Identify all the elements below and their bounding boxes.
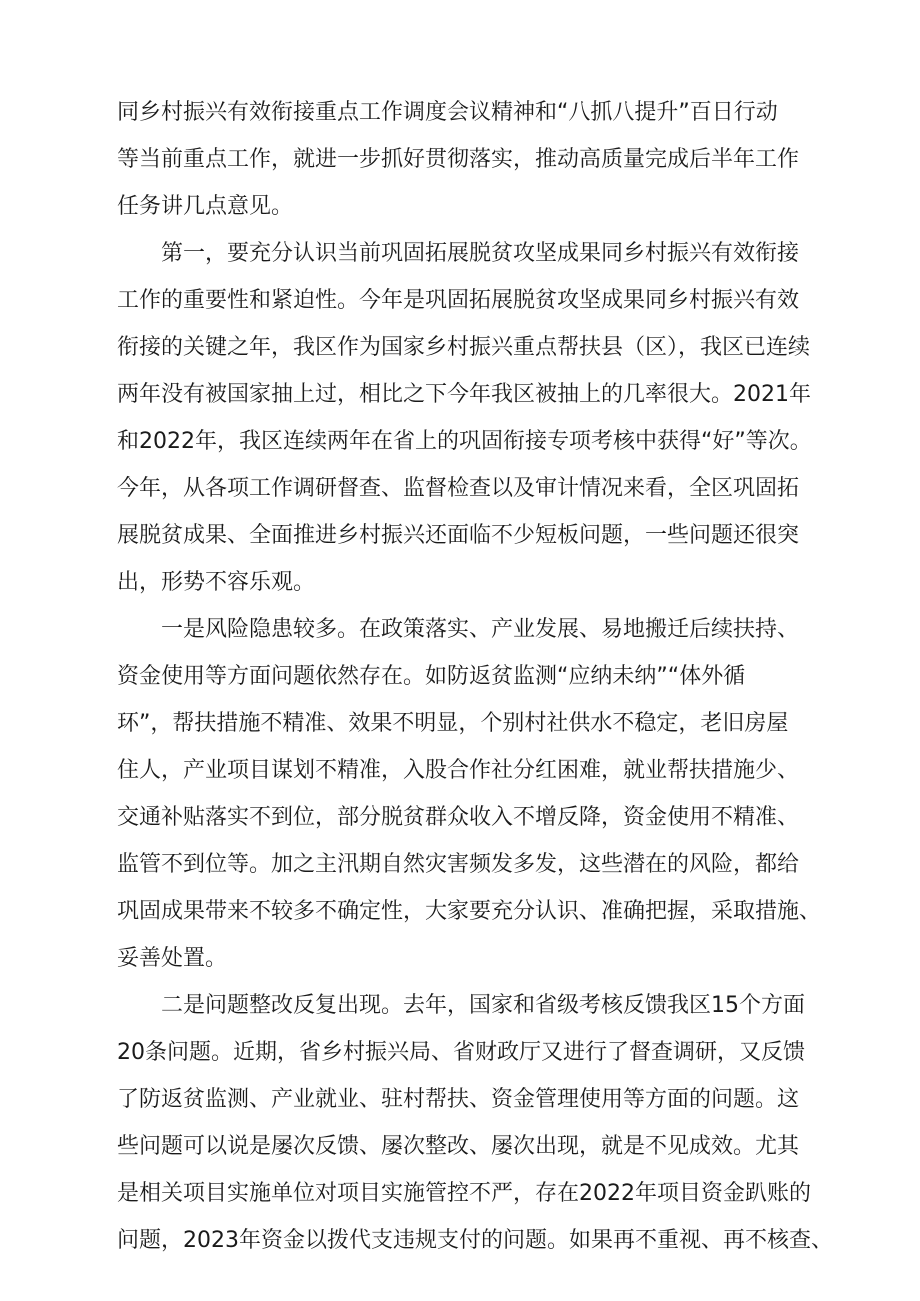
text-line: 衔接的关键之年，我区作为国家乡村振兴重点帮扶县（区），我区已连续 — [117, 335, 811, 360]
text-line: 今年，从各项工作调研督查、监督检查以及审计情况来看，全区巩固拓 — [117, 476, 800, 501]
text-line: 交通补贴落实不到位，部分脱贫群众收入不增反降，资金使用不精准、 — [117, 805, 800, 830]
text-line: 是相关项目实施单位对项目实施管控不严，存在2022年项目资金趴账的 — [117, 1181, 811, 1206]
text-line: 展脱贫成果、全面推进乡村振兴还面临不少短板问题，一些问题还很突 — [117, 523, 800, 548]
text-line: 同乡村振兴有效衔接重点工作调度会议精神和“八抓八提升”百日行动 — [117, 100, 778, 125]
text-line: 环”，帮扶措施不精准、效果不明显，个别村社供水不稳定，老旧房屋 — [117, 711, 789, 736]
text-line: 住人，产业项目谋划不精准，入股合作社分红困难，就业帮扶措施少、 — [117, 758, 800, 783]
text-line: 等当前重点工作，就进一步抓好贯彻落实，推动高质量完成后半年工作 — [117, 147, 800, 172]
text-line: 出，形势不容乐观。 — [117, 570, 316, 595]
paragraph-first-line: 二是问题整改反复出现。去年，国家和省级考核反馈我区15个方面 — [161, 993, 805, 1018]
paragraph-first-line: 第一，要充分认识当前巩固拓展脱贫攻坚成果同乡村振兴有效衔接 — [161, 241, 800, 266]
text-line: 资金使用等方面问题依然存在。如防返贫监测“应纳未纳”“体外循 — [117, 664, 746, 689]
text-line: 了防返贫监测、产业就业、驻村帮扶、资金管理使用等方面的问题。这 — [117, 1087, 800, 1112]
text-line: 20条问题。近期，省乡村振兴局、省财政厅又进行了督查调研，又反馈 — [117, 1040, 805, 1065]
paragraph-first-line: 一是风险隐患较多。在政策落实、产业发展、易地搬迁后续扶持、 — [161, 617, 800, 642]
text-line: 工作的重要性和紧迫性。今年是巩固拓展脱贫攻坚成果同乡村振兴有效 — [117, 288, 800, 313]
text-line: 问题，2023年资金以拨代支违规支付的问题。如果再不重视、再不核查、 — [117, 1228, 833, 1253]
text-line: 巩固成果带来不较多不确定性，大家要充分认识、准确把握，采取措施、 — [117, 899, 822, 924]
text-line: 些问题可以说是屡次反馈、屡次整改、屡次出现，就是不见成效。尤其 — [117, 1134, 800, 1159]
text-line: 两年没有被国家抽上过，相比之下今年我区被抽上的几率很大。2021年 — [117, 382, 811, 407]
text-line: 任务讲几点意见。 — [117, 194, 294, 219]
text-line: 妥善处置。 — [117, 946, 228, 971]
text-line: 监管不到位等。加之主汛期自然灾害频发多发，这些潜在的风险，都给 — [117, 852, 800, 877]
text-line: 和2022年，我区连续两年在省上的巩固衔接专项考核中获得“好”等次。 — [117, 429, 812, 454]
